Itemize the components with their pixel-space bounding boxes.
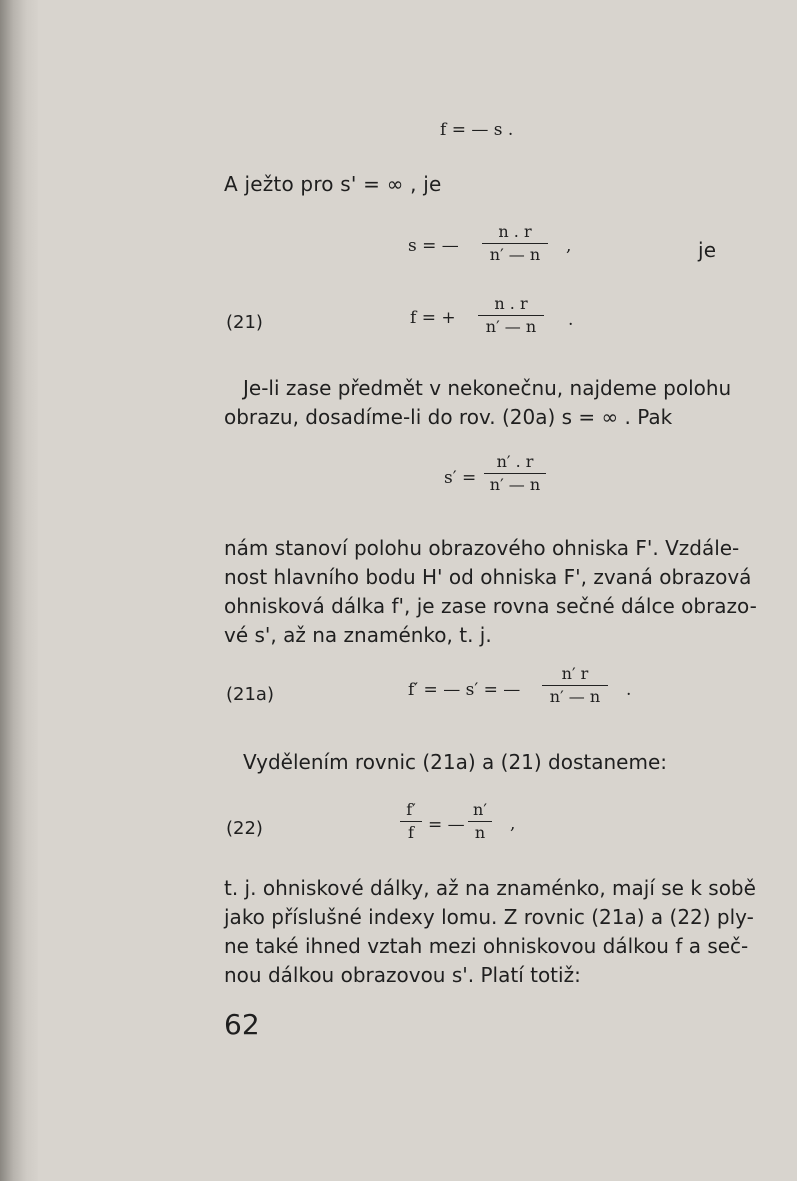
eq21-fraction [478, 294, 544, 337]
paragraph-line: Je-li zase předmět v nekonečnu, najdeme polohu [243, 376, 732, 400]
eq-s-numerator: n . r [498, 222, 532, 241]
paragraph-line: ne také ihned vztah mezi ohniskovou dálkou f a seč- [224, 934, 749, 958]
paragraph-line: ohnisková dálka f', je zase rovna sečné dálce obrazo- [224, 594, 757, 618]
paragraph-line: Vydělením rovnic (21a) a (21) dostaneme: [243, 750, 668, 774]
eq22-right-fraction [468, 800, 492, 843]
eq21-denominator: n′ — n [485, 317, 537, 336]
equation-label-21a: (21a) [226, 684, 274, 705]
fraction-bar [542, 685, 608, 686]
page-number: 62 [224, 1008, 260, 1041]
paragraph-line: nám stanoví polohu obrazového ohniska F'. Vzdále- [224, 536, 740, 560]
equation-label-21: (21) [226, 312, 263, 333]
fraction-bar [482, 243, 548, 244]
eq22-middle: = — [428, 815, 465, 835]
eq21a-denominator: n′ — n [549, 687, 601, 706]
eq-sprime-fraction [484, 452, 546, 495]
book-page [38, 0, 797, 1181]
fraction-bar [478, 315, 544, 316]
eq-sprime-lhs: s′ = [444, 468, 477, 488]
eq21a-dot: . [626, 680, 632, 700]
paragraph-line: vé s', až na znaménko, t. j. [224, 623, 492, 647]
eq-sprime-numerator: n′ . r [496, 452, 534, 471]
paragraph-line: obrazu, dosadíme-li do rov. (20a) s = ∞ . Pak [224, 405, 673, 429]
paragraph-line: jako příslušné indexy lomu. Z rovnic (21a) a (22) ply- [224, 905, 754, 929]
fraction-bar [468, 821, 492, 822]
eq21a-lhs: f′ = — s′ = — [408, 680, 521, 700]
eq22-right-denominator: n [474, 823, 486, 842]
eq22-left-fraction [400, 800, 422, 843]
eq-s-lhs: s = — [408, 236, 459, 256]
paragraph-line: nost hlavního bodu H' od ohniska F', zvaná obrazová [224, 565, 752, 589]
eq22-right-numerator: n′ [473, 800, 487, 819]
paragraph-line: nou dálkou obrazovou s'. Platí totiž: [224, 963, 581, 987]
eq22-left-denominator: f [408, 823, 414, 842]
paragraph-line: t. j. ohniskové dálky, až na znaménko, mají se k sobě [224, 876, 756, 900]
eq21a-fraction [542, 664, 608, 707]
eq22-comma: , [510, 814, 516, 834]
fraction-bar [484, 473, 546, 474]
eq-s-trailing-word: je [698, 238, 717, 262]
eq-s-denominator: n′ — n [489, 245, 541, 264]
fraction-bar [400, 821, 422, 822]
eq-s-fraction [482, 222, 548, 265]
eq21-numerator: n . r [494, 294, 528, 313]
eq21a-numerator: n′ r [561, 664, 589, 683]
eq22-left-numerator: f′ [406, 800, 416, 819]
eq21-lhs: f = + [410, 308, 456, 328]
equation-label-22: (22) [226, 818, 263, 839]
eq21-dot: . [568, 310, 574, 330]
equation-f-minus-s: f = — s . [440, 120, 514, 140]
intro-line: A ježto pro s' = ∞ , je [224, 172, 442, 196]
eq-sprime-denominator: n′ — n [489, 475, 541, 494]
book-spine-edge [0, 0, 38, 1181]
eq-s-comma: , [566, 236, 572, 256]
